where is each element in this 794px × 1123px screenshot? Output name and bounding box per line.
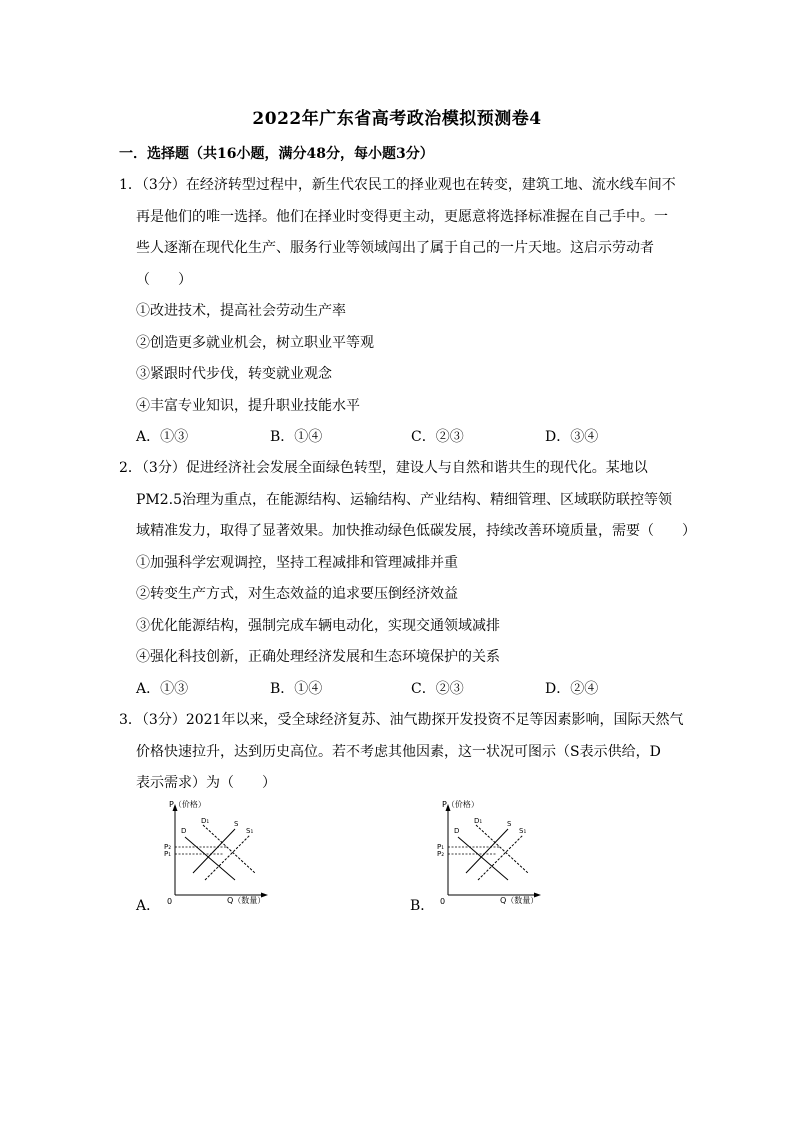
question-text-line: 价格快速拉升，达到历史高位。若不考虑其他因素，这一状况可图示（S表示供给，D [136,743,661,760]
question-text-line: 3．（3分）2021年以来，受全球经济复苏、油气勘探开发投资不足等因素影响，国际天然气 [119,712,684,728]
price-label-lower: P₁ [164,850,172,858]
question-text-line: PM2.5治理为重点，在能源结构、运输结构、产业结构、精细管理、区域联防联控等领 [136,491,673,508]
price-label-lower: P₂ [437,850,445,858]
supply-demand-graph-b [428,795,578,910]
option-b[interactable]: B．①④ [270,429,323,445]
section-heading: 一．选择题（共16小题，满分48分，每小题3分） [119,146,434,162]
question-text-line: 表示需求）为（ ） [136,775,276,791]
graph-b-svg [428,795,578,910]
option-c[interactable]: C．②③ [411,680,464,697]
option-b[interactable]: B．①④ [270,680,323,697]
option-d[interactable]: D．②④ [545,680,599,697]
curve-label-s: S [234,820,239,828]
question-text-line: 1．（3分）在经济转型过程中，新生代农民工的择业观也在转变，建筑工地、流水线车间不 [119,177,676,193]
option-c[interactable]: C．②③ [411,429,464,445]
question-text-line: （ ） [136,271,192,288]
question-1 [119,170,679,454]
price-label-upper: P₁ [437,843,445,851]
graph-a-svg [155,795,305,910]
statement-item: ①改进技术，提高社会劳动生产率 [136,303,346,319]
statement-item: ④强化科技创新，正确处理经济发展和生态环境保护的关系 [136,649,500,665]
supply-curve-s [466,829,508,873]
graph-a-option-label[interactable]: A． [136,898,161,914]
statement-item: ②转变生产方式，对生态效益的追求要压倒经济效益 [136,586,458,602]
y-axis-label: P（价格） [169,800,206,809]
demand-curve-d [458,837,508,880]
graph-b-option-label[interactable]: B． [410,898,435,914]
statement-item: ②创造更多就业机会，树立职业平等观 [136,334,374,351]
question-text-line: 再是他们的唯一选择。他们在择业时变得更主动，更愿意将选择标准握在自己手中。一 [136,208,668,225]
supply-demand-graph-a [155,795,305,910]
origin-label: 0 [440,897,446,906]
question-3 [119,705,684,800]
option-d[interactable]: D．③④ [545,429,599,445]
curve-label-s1: S₁ [519,827,527,835]
question-text-line: 域精准发力，取得了显著效果。加快推动绿色低碳发展，持续改善环境质量，需要（ ） [136,523,696,539]
question-text-line: 些人逐渐在现代化生产、服务行业等领域闯出了属于自己的一片天地。这启示劳动者 [136,240,654,256]
demand-curve-d [185,837,235,880]
x-axis-label: Q（数量） [227,896,266,905]
statement-item: ④丰富专业知识，提升职业技能水平 [136,397,360,414]
statement-item: ①加强科学宏观调控，坚持工程减排和管理减排并重 [136,554,458,571]
question-text-line: 2．（3分）促进经济社会发展全面绿色转型，建设人与自然和谐共生的现代化。某地以 [119,460,648,476]
answer-options [119,422,679,454]
curve-label-d1: D₁ [201,817,210,825]
statement-item: ③优化能源结构，强制完成车辆电动化，实现交通领域减排 [136,617,500,634]
curve-label-d1: D₁ [474,817,483,825]
supply-curve-s [193,829,235,873]
x-axis-label: Q（数量） [500,896,539,905]
price-label-upper: P₂ [164,843,172,851]
curve-label-d: D [181,827,187,835]
curve-label-s: S [507,820,512,828]
y-axis-label: P（价格） [442,800,479,809]
question-2 [119,453,696,705]
answer-options [119,674,679,706]
page-title: 2022年广东省高考政治模拟预测卷4 [252,109,542,129]
curve-label-s1: S₁ [246,827,254,835]
statement-item: ③紧跟时代步伐，转变就业观念 [136,366,332,382]
origin-label: 0 [167,897,173,906]
curve-label-d: D [454,827,460,835]
option-a[interactable]: A．①③ [136,429,189,445]
option-a[interactable]: A．①③ [136,680,189,697]
